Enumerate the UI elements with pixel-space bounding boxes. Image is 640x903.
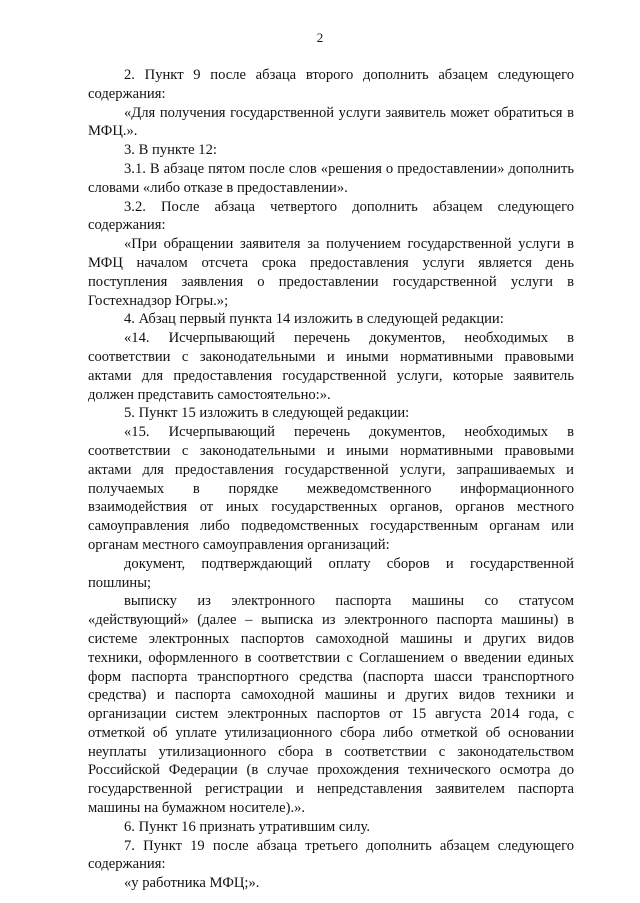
paragraph-item-4-intro: 4. Абзац первый пункта 14 изложить в следующей редакции: bbox=[124, 311, 504, 328]
paragraph-item-6: 6. Пункт 16 признать утратившим силу. bbox=[124, 818, 370, 835]
document-body bbox=[88, 66, 574, 893]
paragraph-item-3-2: 3.2. После абзаца четвертого дополнить абзацем следующего содержания: bbox=[88, 198, 574, 234]
paragraph-fee-document: документ, подтверждающий оплату сборов и государственной пошлины; bbox=[88, 555, 574, 591]
paragraph-item-7-intro: 7. Пункт 19 после абзаца третьего дополнить абзацем следующего содержания: bbox=[88, 837, 574, 873]
paragraph-item-3-1: 3.1. В абзаце пятом после слов «решения о предоставлении» дополнить словами «либо отказе в предоставлении». bbox=[88, 160, 574, 196]
paragraph-quote-mfc-employee: «у работника МФЦ;». bbox=[124, 875, 260, 892]
paragraph-quote-item-15: «15. Исчерпывающий перечень документов, необходимых в соответствии с законодательными и иными нормативными правовыми актами для предоставления государственной услуги, запрашиваемых и получаемых в порядке межведомственного информационного взаимодействия от иных государственных органов, органов местного самоуправления либо подведомственных государственным органам или органам местного самоуправления организаций: bbox=[88, 424, 574, 553]
paragraph-quote-deadline: «При обращении заявителя за получением государственной услуги в МФЦ началом отсчета срока предоставления услуги является день поступления заявления о предоставлении государственной услуги в Гостехнадзор Югры.»; bbox=[88, 236, 574, 309]
paragraph-item-2-intro: 2. Пункт 9 после абзаца второго дополнить абзацем следующего содержания: bbox=[88, 67, 574, 102]
paragraph-quote-item-14: «14. Исчерпывающий перечень документов, необходимых в соответствии с законодательными и иными нормативными правовыми актами для предоставления государственной услуги, которые заявитель должен представить самостоятельно:». bbox=[88, 330, 574, 403]
paragraph-item-3-intro: 3. В пункте 12: bbox=[124, 142, 217, 159]
paragraph-item-5-intro: 5. Пункт 15 изложить в следующей редакции: bbox=[124, 405, 410, 422]
page-number: 2 bbox=[316, 30, 324, 45]
paragraph-quote-mfc-appeal: «Для получения государственной услуги заявитель может обратиться в МФЦ.». bbox=[88, 104, 574, 140]
paragraph-passport-extract: выписку из электронного паспорта машины со статусом «действующий» (далее – выписка из электронного паспорта машины) в системе электронных паспортов самоходной машины и других видов техники, оформленного в соответствии с Соглашением о введении единых форм паспорта транспортного средства (паспорта шасси транспортного средства) и паспорта самоходной машины и других видов техники и организации систем электронных паспортов от 15 августа 2014 года, с отметкой об уплате утилизационного сбора либо отметкой об основании неуплаты утилизационного сбора в соответствии с законодательством Российской Федерации (в случае прохождения технического осмотра до государственной регистрации и непредставления заявителем паспорта машины на бумажном носителе).». bbox=[88, 593, 574, 817]
